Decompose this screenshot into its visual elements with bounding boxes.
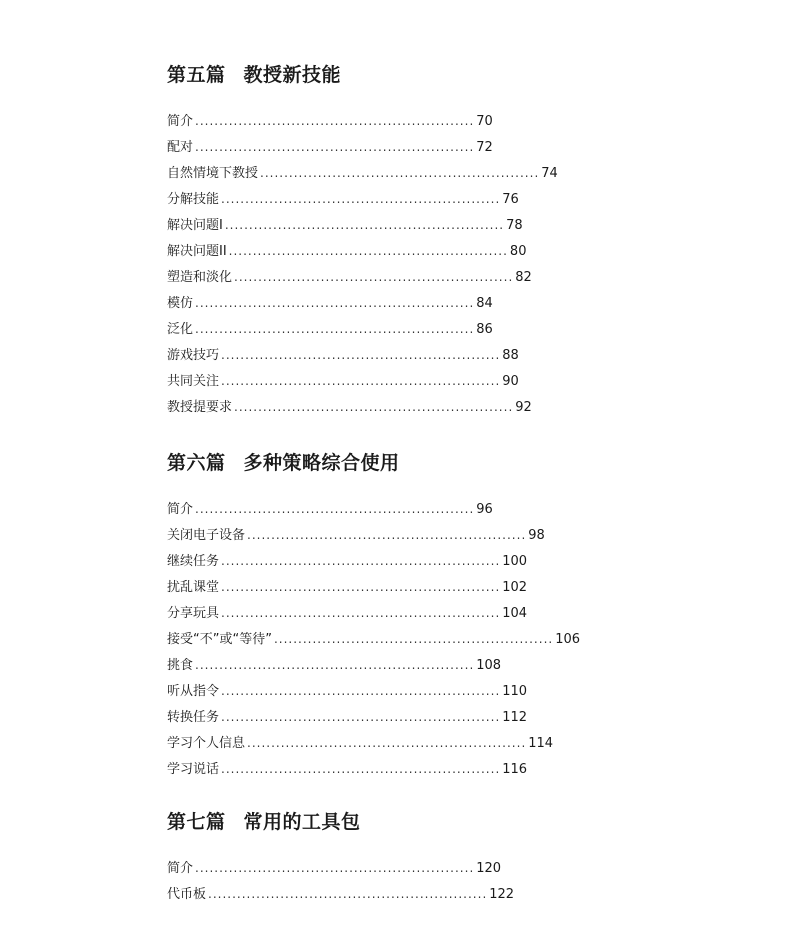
toc-entry[interactable] bbox=[167, 290, 493, 316]
leader-dots: .......................................................... bbox=[234, 270, 514, 284]
toc-entry[interactable] bbox=[167, 496, 493, 522]
leader-dots: .......................................................... bbox=[224, 218, 505, 232]
leader-dots: .......................................................... bbox=[195, 114, 475, 128]
leader-dots: .......................................................... bbox=[221, 580, 501, 594]
toc-entry-label: 共同关注 bbox=[167, 374, 220, 389]
toc-entry-label: 学习说话 bbox=[167, 762, 220, 777]
toc-entry-page: 70 bbox=[476, 114, 493, 129]
section-name: 常用的工具包 bbox=[243, 811, 361, 833]
leader-dots: .......................................................... bbox=[195, 861, 475, 875]
toc-entry-label: 塑造和淡化 bbox=[167, 270, 233, 285]
toc-entry-label: 听从指令 bbox=[167, 684, 220, 699]
leader-dots: .......................................................... bbox=[247, 528, 527, 542]
leader-dots: .......................................................... bbox=[195, 502, 475, 516]
toc-entry[interactable] bbox=[167, 522, 545, 548]
toc-entry-label: 接受“不”或“等待” bbox=[167, 632, 272, 647]
leader-dots: .......................................................... bbox=[221, 762, 501, 776]
section-part-label: 第六篇 bbox=[167, 452, 226, 474]
toc-entry-page: 122 bbox=[489, 887, 515, 902]
leader-dots: .......................................................... bbox=[195, 322, 475, 336]
leader-dots: .......................................................... bbox=[221, 606, 501, 620]
toc-entry-page: 110 bbox=[502, 684, 528, 699]
toc-entry-label: 学习个人信息 bbox=[167, 736, 246, 751]
toc-entry-page: 106 bbox=[555, 632, 581, 647]
toc-entry-label: 转换任务 bbox=[167, 710, 220, 725]
toc-entry-page: 72 bbox=[476, 140, 493, 155]
toc-entry[interactable] bbox=[167, 264, 532, 290]
toc-entry[interactable] bbox=[167, 678, 528, 704]
toc-entry[interactable] bbox=[167, 186, 519, 212]
toc-entry[interactable] bbox=[167, 574, 528, 600]
toc-entry[interactable] bbox=[167, 394, 532, 420]
toc-entry[interactable] bbox=[167, 316, 493, 342]
leader-dots: .......................................................... bbox=[195, 140, 475, 154]
toc-section-5 bbox=[167, 62, 558, 420]
leader-dots: .......................................................... bbox=[221, 554, 501, 568]
toc-entry-label: 配对 bbox=[167, 140, 194, 155]
leader-dots: .......................................................... bbox=[273, 632, 554, 646]
toc-entry-page: 76 bbox=[502, 192, 519, 207]
toc-entry[interactable] bbox=[167, 652, 502, 678]
toc-entry-label: 简介 bbox=[167, 502, 194, 517]
toc-entry[interactable] bbox=[167, 756, 528, 782]
toc-entry-page: 96 bbox=[476, 502, 493, 517]
toc-entry[interactable] bbox=[167, 548, 528, 574]
toc-entry[interactable] bbox=[167, 238, 527, 264]
leader-dots: .......................................................... bbox=[234, 400, 514, 414]
toc-entry-label: 简介 bbox=[167, 114, 194, 129]
leader-dots: .......................................................... bbox=[221, 710, 501, 724]
leader-dots: .......................................................... bbox=[195, 296, 475, 310]
toc-entry[interactable] bbox=[167, 108, 493, 134]
toc-entry-page: 108 bbox=[476, 658, 502, 673]
leader-dots: .......................................................... bbox=[208, 887, 488, 901]
toc-entry-page: 120 bbox=[476, 861, 502, 876]
toc-entry-page: 98 bbox=[528, 528, 545, 543]
toc-entry-label: 分解技能 bbox=[167, 192, 220, 207]
toc-entry[interactable] bbox=[167, 881, 515, 907]
toc-entry-page: 80 bbox=[509, 244, 527, 259]
toc-entry[interactable] bbox=[167, 704, 528, 730]
toc-entry-page: 86 bbox=[476, 322, 493, 337]
toc-section-6 bbox=[167, 450, 581, 782]
leader-dots: .......................................................... bbox=[247, 736, 527, 750]
toc-entry[interactable] bbox=[167, 600, 528, 626]
toc-entry-label: 扰乱课堂 bbox=[167, 580, 220, 595]
section-title bbox=[167, 450, 400, 476]
toc-entry-label: 解决问题I bbox=[167, 218, 223, 233]
toc-entry-page: 84 bbox=[476, 296, 493, 311]
toc-entry-page: 92 bbox=[515, 400, 532, 415]
toc-entry-label: 模仿 bbox=[167, 296, 194, 311]
toc-entry-page: 78 bbox=[506, 218, 523, 233]
toc-entry-page: 102 bbox=[502, 580, 528, 595]
toc-entry[interactable] bbox=[167, 212, 523, 238]
toc-entry[interactable] bbox=[167, 626, 581, 652]
toc-entry-label: 泛化 bbox=[167, 322, 194, 337]
toc-entry[interactable] bbox=[167, 730, 554, 756]
toc-entry-label: 游戏技巧 bbox=[167, 348, 220, 363]
toc-entry[interactable] bbox=[167, 342, 519, 368]
leader-dots: .......................................................... bbox=[221, 348, 501, 362]
leader-dots: .......................................................... bbox=[221, 684, 501, 698]
toc-entry-page: 90 bbox=[502, 374, 519, 389]
leader-dots: .......................................................... bbox=[221, 374, 501, 388]
section-part-label: 第五篇 bbox=[167, 64, 226, 86]
toc-entry-page: 116 bbox=[502, 762, 528, 777]
toc-entry[interactable] bbox=[167, 134, 493, 160]
leader-dots: .......................................................... bbox=[195, 658, 475, 672]
toc-entry-page: 88 bbox=[502, 348, 519, 363]
toc-entry[interactable] bbox=[167, 855, 502, 881]
toc-entry-page: 114 bbox=[528, 736, 554, 751]
toc-entry-page: 112 bbox=[502, 710, 528, 725]
toc-entry-page: 100 bbox=[502, 554, 528, 569]
section-part-label: 第七篇 bbox=[167, 811, 226, 833]
section-name: 教授新技能 bbox=[243, 64, 342, 86]
toc-entry-label: 代币板 bbox=[167, 887, 207, 902]
toc-section-7 bbox=[167, 809, 515, 907]
toc-entry-label: 关闭电子设备 bbox=[167, 528, 246, 543]
toc-entry-page: 104 bbox=[502, 606, 528, 621]
toc-entry-page: 82 bbox=[515, 270, 532, 285]
toc-entry[interactable] bbox=[167, 368, 519, 394]
toc-entry-label: 分享玩具 bbox=[167, 606, 220, 621]
toc-entry-label: 自然情境下教授 bbox=[167, 166, 259, 181]
section-title bbox=[167, 62, 368, 88]
toc-entry-label: 教授提要求 bbox=[167, 400, 233, 415]
toc-entry-list bbox=[167, 496, 581, 782]
toc-entry-page: 74 bbox=[541, 166, 558, 181]
toc-entry-list bbox=[167, 108, 558, 420]
toc-entry[interactable] bbox=[167, 160, 558, 186]
section-name: 多种策略综合使用 bbox=[243, 452, 400, 474]
leader-dots: .......................................................... bbox=[260, 166, 540, 180]
toc-entry-label: 挑食 bbox=[167, 658, 194, 673]
toc-entry-label: 继续任务 bbox=[167, 554, 220, 569]
toc-entry-list bbox=[167, 855, 515, 907]
toc-entry-label: 简介 bbox=[167, 861, 194, 876]
leader-dots: .......................................................... bbox=[221, 192, 501, 206]
leader-dots: .......................................................... bbox=[228, 244, 508, 258]
toc-entry-label: 解决问题II bbox=[167, 244, 227, 259]
section-title bbox=[167, 809, 376, 835]
